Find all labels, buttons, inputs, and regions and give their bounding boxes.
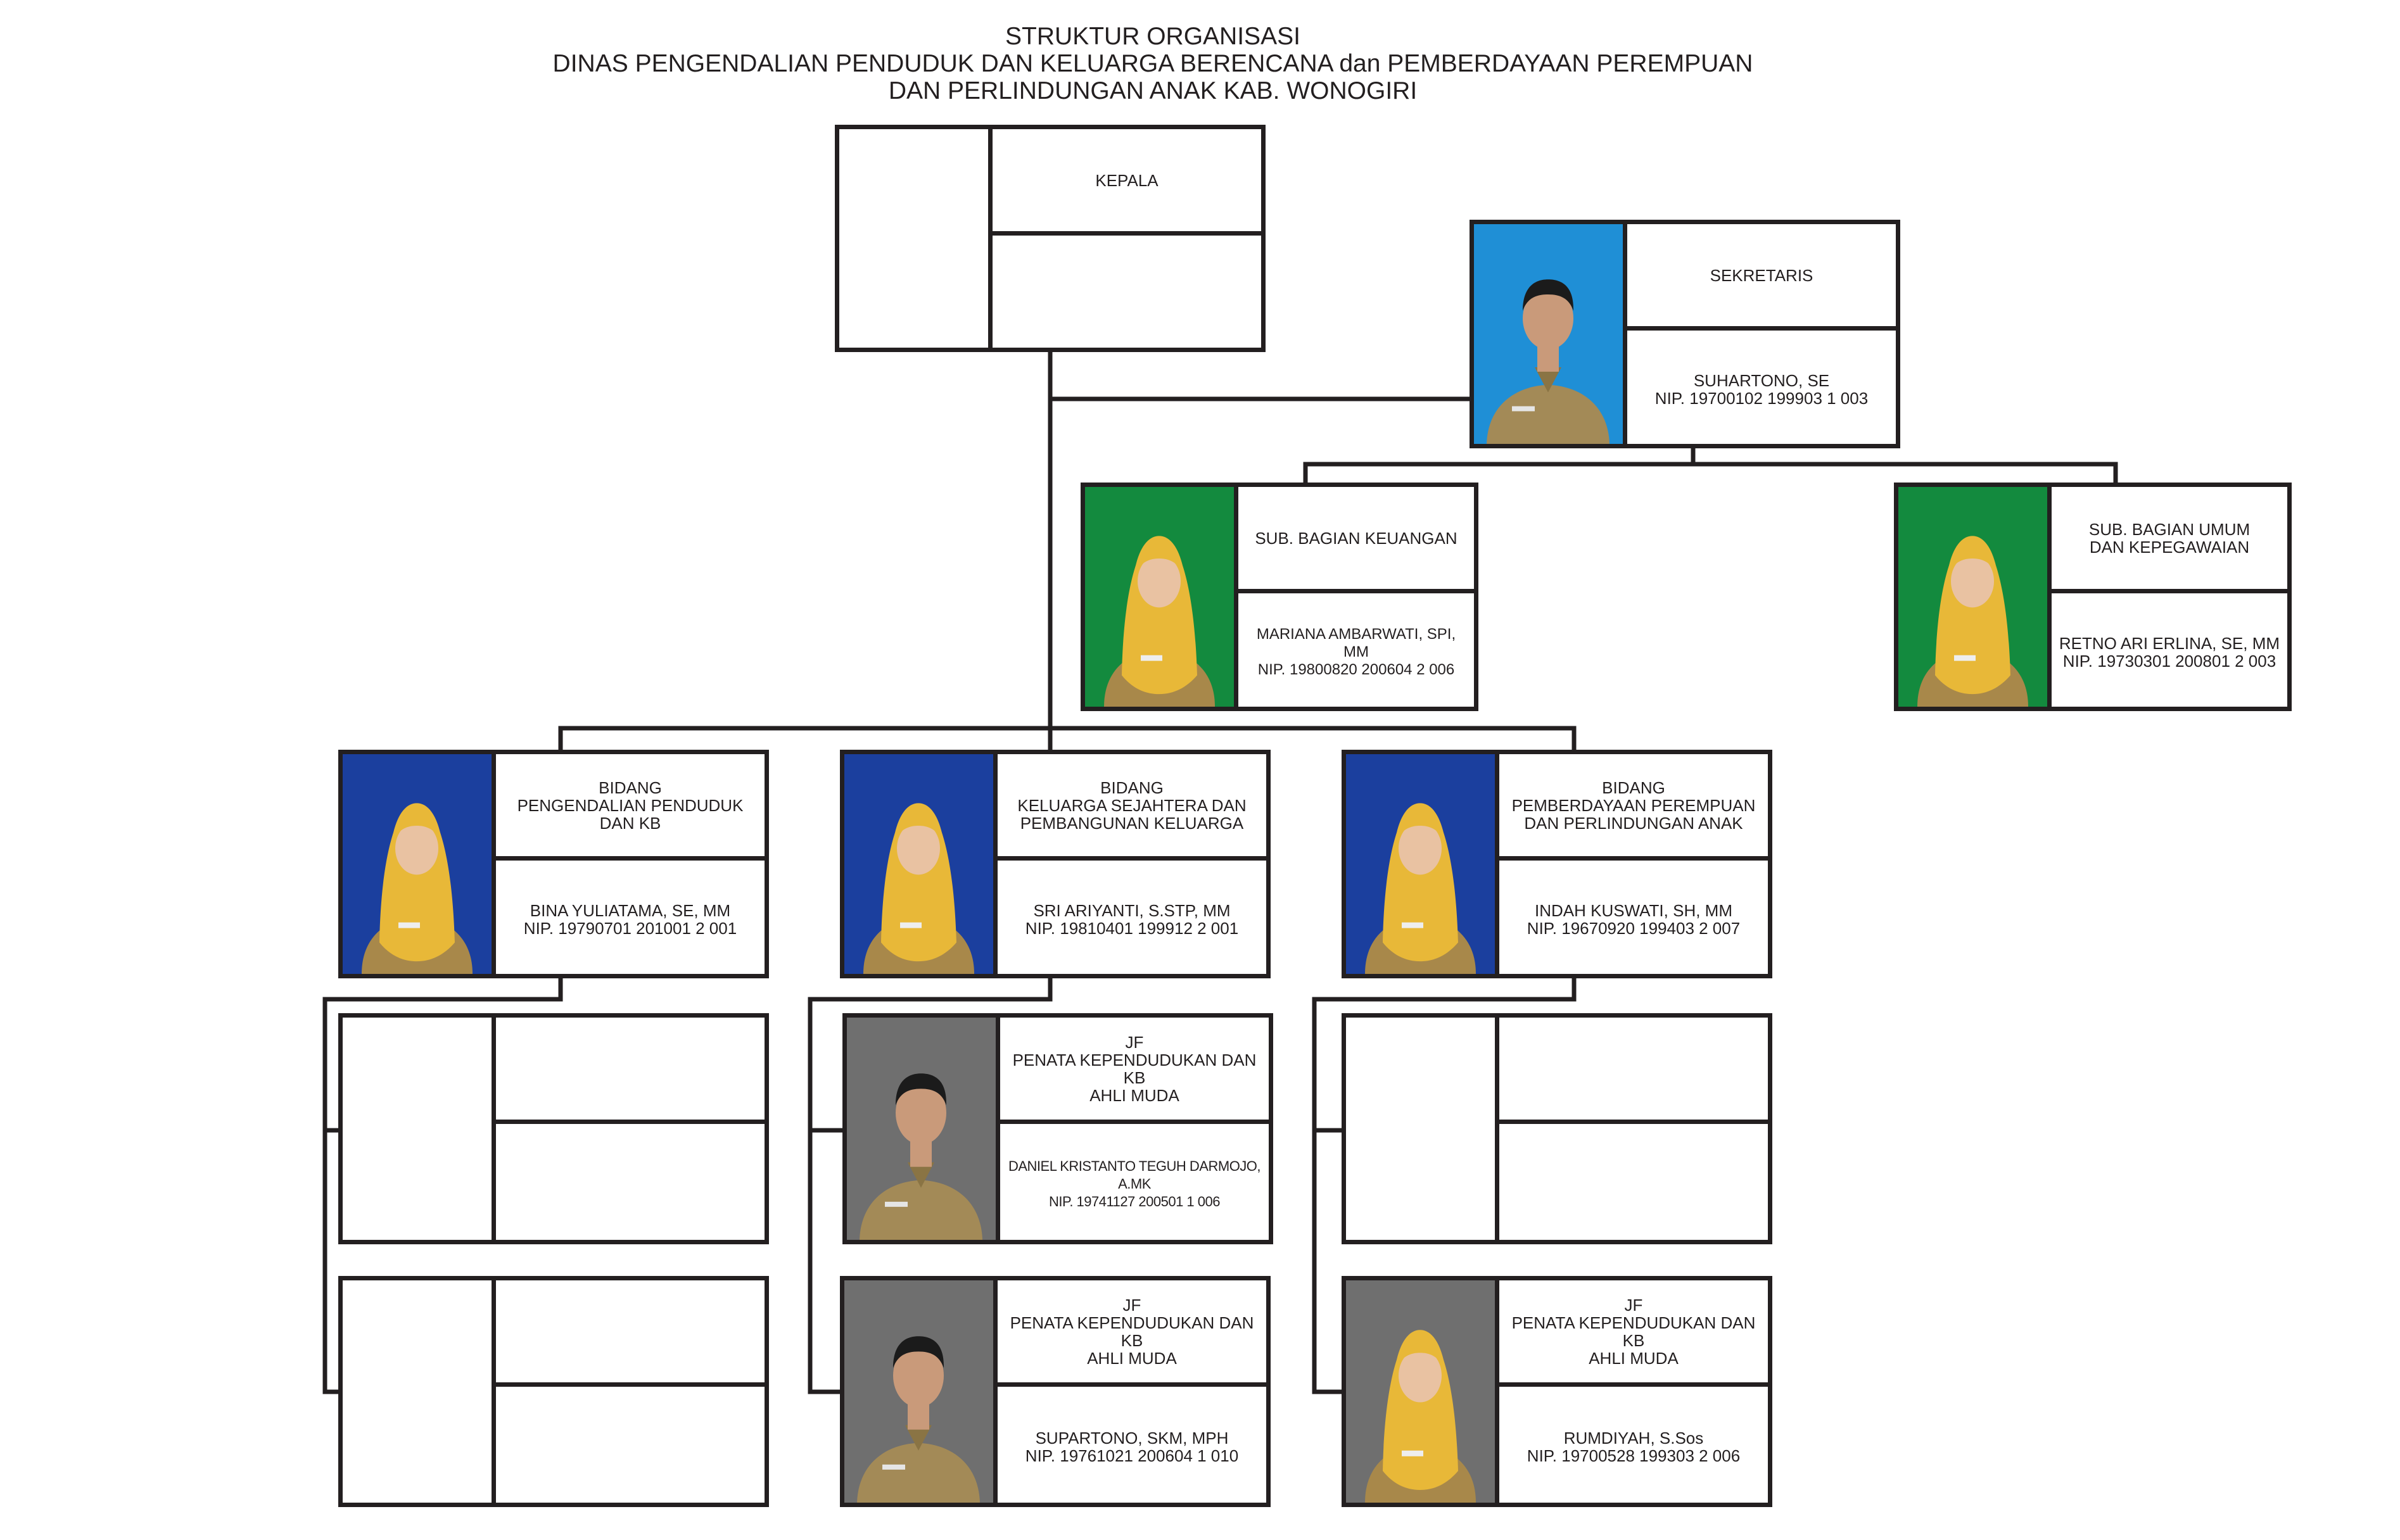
empty-photo-placeholder <box>343 1018 496 1240</box>
bidang-keluarga-sejahtera-card[interactable] <box>840 750 1271 978</box>
bidang-keluarga-sejahtera-info <box>998 865 1266 974</box>
bidang-pengendalian-nip: NIP. 19790701 201001 2 001 <box>523 919 737 938</box>
jf-rumdiyah-card[interactable] <box>1342 1276 1772 1507</box>
bidang-keluarga-sejahtera-title: BIDANG KELUARGA SEJAHTERA DAN PEMBANGUNAN KELUARGA <box>998 754 1266 861</box>
jf-supartono-info <box>998 1391 1266 1503</box>
sub-bagian-keuangan-info <box>1238 598 1474 707</box>
sekretaris-photo <box>1474 224 1627 444</box>
kepala-photo-placeholder <box>839 129 993 348</box>
sub-bagian-umum-info <box>2052 598 2287 707</box>
sub-bagian-keuangan-card[interactable] <box>1081 483 1478 711</box>
empty-name-cell <box>1499 1128 1768 1240</box>
bidang-pemberdayaan-info <box>1499 865 1768 974</box>
bidang-keluarga-sejahtera-nip: NIP. 19810401 199912 2 001 <box>1025 919 1239 938</box>
bidang-keluarga-sejahtera-photo <box>844 754 998 974</box>
jf-daniel-info <box>1000 1128 1269 1240</box>
sub-bagian-umum-name: RETNO ARI ERLINA, SE, MM <box>2059 634 2280 653</box>
empty-position-card-3[interactable] <box>1342 1013 1772 1244</box>
title-line-2: DINAS PENGENDALIAN PENDUDUK DAN KELUARGA BERENCANA dan PEMBERDAYAAN PEREMPUAN <box>552 50 1753 77</box>
jf-rumdiyah-nip: NIP. 19700528 199303 2 006 <box>1527 1446 1741 1465</box>
jf-daniel-card[interactable] <box>842 1013 1273 1244</box>
bidang-pemberdayaan-card[interactable] <box>1342 750 1772 978</box>
sub-bagian-umum-card[interactable] <box>1894 483 2292 711</box>
empty-position-card-2[interactable] <box>338 1276 769 1507</box>
bidang-pengendalian-name: BINA YULIATAMA, SE, MM <box>530 901 731 920</box>
female-portrait-icon <box>343 754 492 974</box>
jf-daniel-title: JF PENATA KEPENDUDUKAN DAN KB AHLI MUDA <box>1000 1018 1269 1124</box>
jf-supartono-nip: NIP. 19761021 200604 1 010 <box>1025 1446 1239 1465</box>
empty-title-cell <box>1499 1018 1768 1124</box>
sub-bagian-keuangan-photo <box>1085 487 1238 707</box>
female-portrait-icon <box>1346 754 1495 974</box>
empty-name-cell <box>496 1128 765 1240</box>
sub-bagian-keuangan-title: SUB. BAGIAN KEUANGAN <box>1238 487 1474 593</box>
sub-bagian-umum-photo <box>1898 487 2052 707</box>
male-portrait-icon <box>847 1018 996 1240</box>
bidang-pengendalian-photo <box>343 754 496 974</box>
jf-rumdiyah-photo <box>1346 1280 1499 1503</box>
sub-bagian-umum-title: SUB. BAGIAN UMUM DAN KEPEGAWAIAN <box>2052 487 2287 593</box>
male-portrait-icon <box>844 1280 993 1503</box>
sub-bagian-umum-nip: NIP. 19730301 200801 2 003 <box>2062 652 2276 671</box>
male-portrait-icon <box>1474 224 1623 444</box>
jf-rumdiyah-title: JF PENATA KEPENDUDUKAN DAN KB AHLI MUDA <box>1499 1280 1768 1387</box>
empty-title-cell <box>496 1280 765 1387</box>
bidang-pemberdayaan-nip: NIP. 19670920 199403 2 007 <box>1527 919 1741 938</box>
sekretaris-title: SEKRETARIS <box>1627 224 1896 331</box>
sekretaris-info <box>1627 335 1896 444</box>
sekretaris-name: SUHARTONO, SE <box>1693 371 1830 390</box>
jf-rumdiyah-info <box>1499 1391 1768 1503</box>
female-portrait-icon <box>1085 487 1234 707</box>
female-portrait-icon <box>844 754 993 974</box>
empty-title-cell <box>496 1018 765 1124</box>
bidang-pemberdayaan-title: BIDANG PEMBERDAYAAN PEREMPUAN DAN PERLINDUNGAN ANAK <box>1499 754 1768 861</box>
bidang-pengendalian-info <box>496 865 765 974</box>
jf-supartono-title: JF PENATA KEPENDUDUKAN DAN KB AHLI MUDA <box>998 1280 1266 1387</box>
sub-bagian-keuangan-nip: NIP. 19800820 200604 2 006 <box>1257 661 1455 678</box>
bidang-pemberdayaan-name: INDAH KUSWATI, SH, MM <box>1534 901 1732 920</box>
bidang-pengendalian-title: BIDANG PENGENDALIAN PENDUDUK DAN KB <box>496 754 765 861</box>
bidang-pemberdayaan-photo <box>1346 754 1499 974</box>
empty-photo-placeholder <box>1346 1018 1499 1240</box>
jf-daniel-nip: NIP. 19741127 200501 1 006 <box>1048 1194 1220 1209</box>
female-portrait-icon <box>1898 487 2047 707</box>
sekretaris-card[interactable] <box>1470 220 1900 448</box>
jf-daniel-name: DANIEL KRISTANTO TEGUH DARMOJO, A.MK <box>1008 1158 1261 1192</box>
jf-daniel-photo <box>847 1018 1000 1240</box>
kepala-title: KEPALA <box>993 129 1261 236</box>
sekretaris-nip: NIP. 19700102 199903 1 003 <box>1654 389 1869 408</box>
sub-bagian-keuangan-name: MARIANA AMBARWATI, SPI, MM <box>1256 626 1456 660</box>
empty-photo-placeholder <box>343 1280 496 1503</box>
jf-supartono-photo <box>844 1280 998 1503</box>
jf-rumdiyah-name: RUMDIYAH, S.Sos <box>1563 1429 1704 1448</box>
empty-name-cell <box>496 1391 765 1503</box>
title-line-3: DAN PERLINDUNGAN ANAK KAB. WONOGIRI <box>888 77 1418 104</box>
empty-position-card-1[interactable] <box>338 1013 769 1244</box>
bidang-pengendalian-card[interactable] <box>338 750 769 978</box>
bidang-keluarga-sejahtera-name: SRI ARIYANTI, S.STP, MM <box>1033 901 1231 920</box>
jf-supartono-card[interactable] <box>840 1276 1271 1507</box>
jf-supartono-name: SUPARTONO, SKM, MPH <box>1035 1429 1229 1448</box>
kepala-card[interactable] <box>835 125 1266 352</box>
title-line-1: STRUKTUR ORGANISASI <box>1005 23 1300 50</box>
kepala-name-cell <box>993 240 1261 348</box>
female-portrait-icon <box>1346 1280 1495 1503</box>
